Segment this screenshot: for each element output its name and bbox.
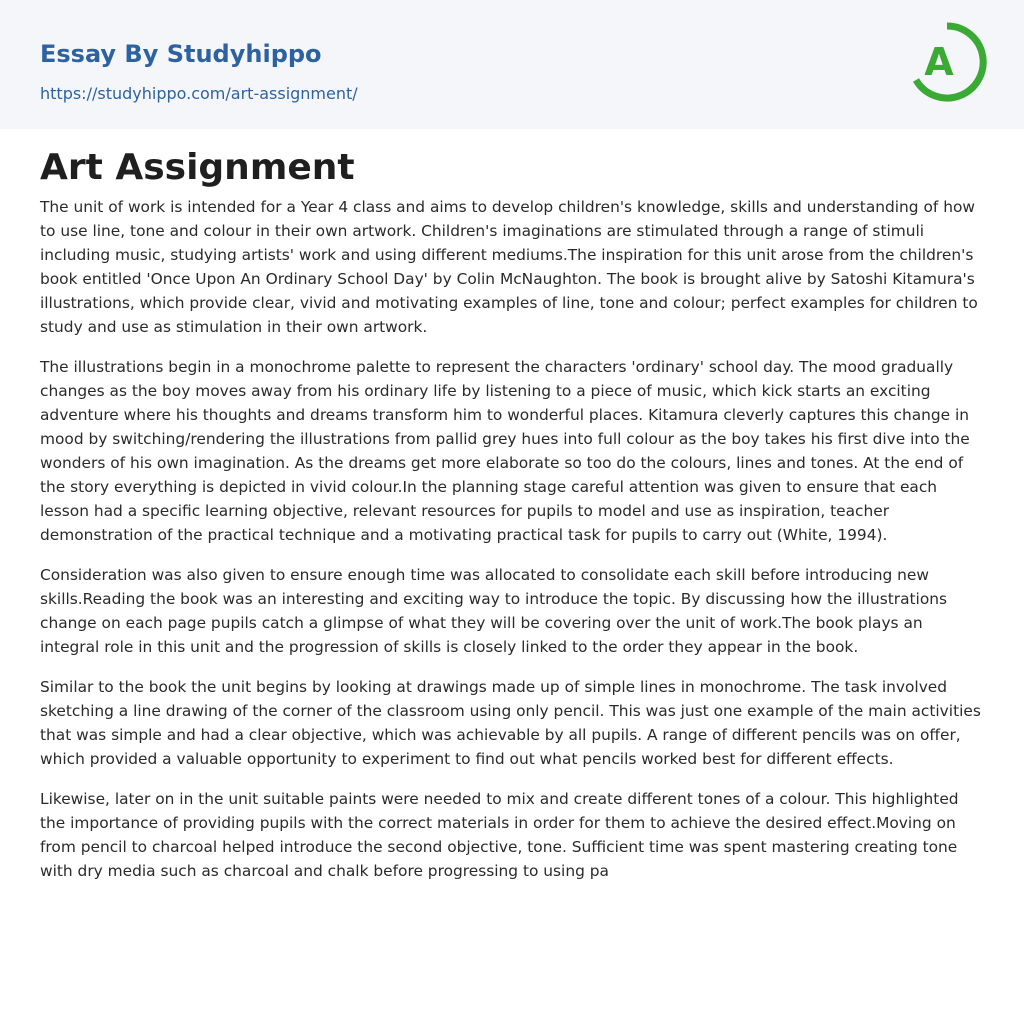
- essay-article: [40, 145, 986, 899]
- essay-paragraph-4: Similar to the book the unit begins by looking at drawings made up of simple lines in monochrome. The task involved sketching a line drawing of the corner of the classroom using only pencil. This was just one example of the main activities that was simple and had a clear objective, which was achievable by all pupils. A range of different pencils was on offer, which provided a valuable opportunity to experiment to find out what pencils worked best for different effects.: [40, 678, 981, 768]
- page-title: Art Assignment: [40, 147, 355, 188]
- essay-paragraph-3: Consideration was also given to ensure enough time was allocated to consolidate each skill before introducing new skills.Reading the book was an interesting and exciting way to introduce the topic. By discussing how the illustrations change on each page pupils catch a glimpse of what they will be covering over the unit of work.The book plays an integral role in this unit and the progression of skills is closely linked to the order they appear in the book.: [40, 566, 948, 656]
- studyhippo-logo-icon[interactable]: [906, 19, 988, 105]
- essay-paragraph-2: The illustrations begin in a monochrome palette to represent the characters 'ordinary' school day. The mood gradually changes as the boy moves away from his ordinary life by listening to a piece of music, which kick starts an exciting adventure where his thoughts and dreams transform him to wonderful places. Kitamura cleverly captures this change in mood by switching/rendering the illustrations from pallid grey hues into full colour as the boy takes his first dive into the wonders of his own imagination. As the dreams get more elaborate so too do the colours, lines and tones. At the end of the story everything is depicted in vivid colour.In the planning stage careful attention was given to ensure that each lesson had a specific learning objective, relevant resources for pupils to model and use as inspiration, teacher demonstration of the practical technique and a motivating practical task for pupils to carry out (White, 1994).: [40, 358, 970, 544]
- site-title[interactable]: Essay By Studyhippo: [40, 40, 322, 68]
- site-header: [0, 0, 1024, 129]
- essay-paragraph-5: Likewise, later on in the unit suitable paints were needed to mix and create different tones of a colour. This highlighted the importance of providing pupils with the correct materials in order for them to achieve the desired effect.Moving on from pencil to charcoal helped introduce the second objective, tone. Sufficient time was spent mastering creating tone with dry media such as charcoal and chalk before progressing to using pa: [40, 790, 959, 880]
- logo-letter: A: [924, 40, 954, 84]
- article-url-link[interactable]: https://studyhippo.com/art-assignment/: [40, 84, 358, 103]
- essay-paragraph-1: The unit of work is intended for a Year 4 class and aims to develop children's knowledge, skills and understanding of how to use line, tone and colour in their own artwork. Children's imaginations are stimulated through a range of stimuli including music, studying artists' work and using different mediums.The inspiration for this unit arose from the children's book entitled 'Once Upon An Ordinary School Day' by Colin McNaughton. The book is brought alive by Satoshi Kitamura's illustrations, which provide clear, vivid and motivating examples of line, tone and colour; perfect examples for children to study and use as stimulation in their own artwork.: [40, 198, 978, 336]
